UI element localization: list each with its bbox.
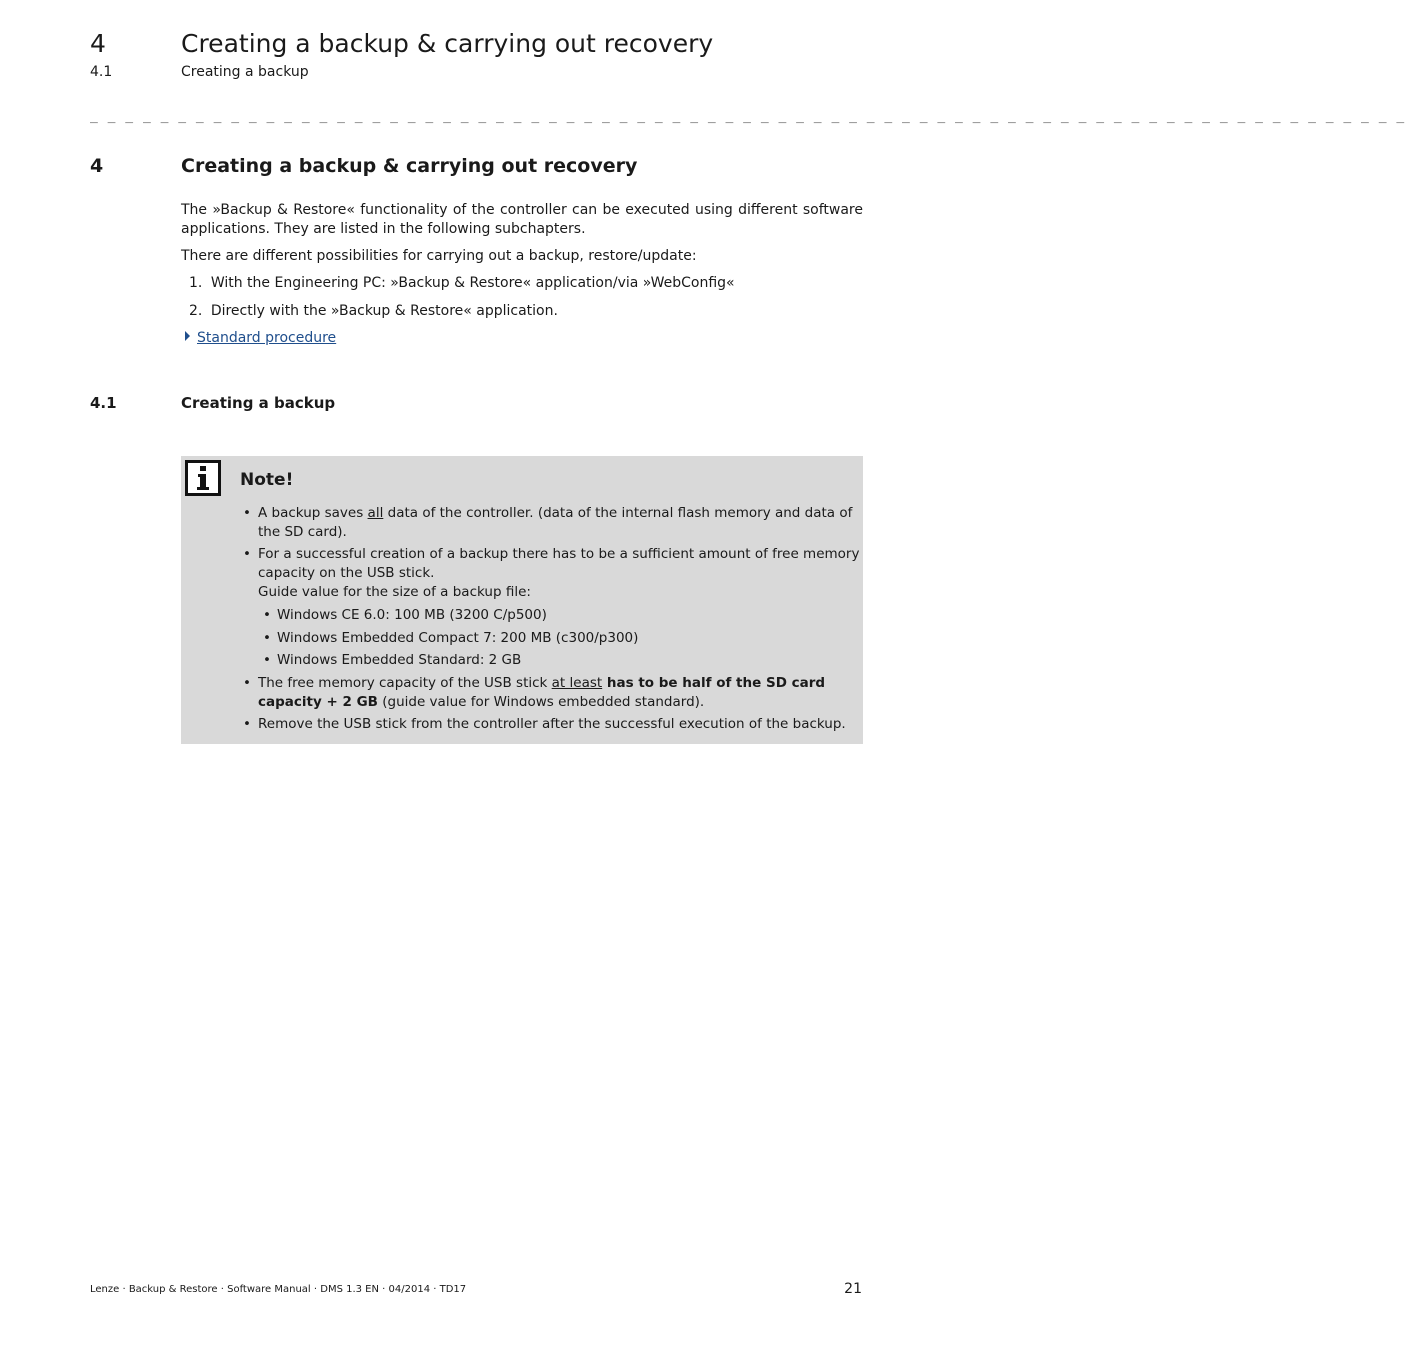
text-run: data of the controller. (data of the internal flash memory and data of the SD card). <box>258 505 853 540</box>
note-label: Note! <box>240 470 294 490</box>
list-item-text: With the Engineering PC: »Backup & Restore« application/via »WebConfig« <box>210 275 735 291</box>
running-header-section-number: 4.1 <box>90 64 113 80</box>
chapter-intro-paragraph: The »Backup & Restore« functionality of the controller can be executed using different software applications. They are listed in the following subchapters. <box>181 202 863 237</box>
underlined-text: at least <box>551 675 603 691</box>
bullet-marker: • <box>243 505 251 521</box>
text-run: The free memory capacity of the USB stick <box>258 675 552 691</box>
bullet-marker: • <box>243 546 251 562</box>
running-header-chapter-title: Creating a backup & carrying out recovery <box>181 29 714 58</box>
sub-list-item: Windows Embedded Standard: 2 GB <box>277 652 522 668</box>
info-icon <box>185 460 221 496</box>
list-item <box>189 274 735 293</box>
guide-value-label: Guide value for the size of a backup file: <box>258 584 531 600</box>
sub-list-item: Windows Embedded Compact 7: 200 MB (c300/p300) <box>277 630 639 646</box>
note-bullet-2 <box>258 545 862 602</box>
sub-list-item: Windows CE 6.0: 100 MB (3200 C/p500) <box>277 607 547 623</box>
note-bullet-1 <box>258 504 862 542</box>
sub-bullet-marker: • <box>263 607 271 623</box>
note-bullet-4: Remove the USB stick from the controller after the successful execution of the backup. <box>258 716 846 732</box>
sub-bullet-marker: • <box>263 630 271 646</box>
list-marker: 1. <box>189 275 203 291</box>
triangle-right-icon <box>185 331 190 341</box>
page-number: 21 <box>844 1281 862 1297</box>
header-dashed-rule: _ _ _ _ _ _ _ _ _ _ _ _ _ _ _ _ _ _ _ _ _ _ _ _ _ _ _ _ _ _ _ _ _ _ _ _ _ _ _ _ _ _ _ _ _ _ _ _ _ _ _ _ _ _ _ _ _ _ _ _ _ _ _ _ _ _ _ _ _ _ _ _ _ _ _ <box>90 109 1405 124</box>
list-item <box>189 302 558 321</box>
section-title: Creating a backup <box>181 394 336 412</box>
note-bullet-3 <box>258 674 862 712</box>
running-header-chapter-number: 4 <box>90 29 106 58</box>
text-run: A backup saves <box>258 505 368 521</box>
section-number: 4.1 <box>90 394 117 412</box>
possibilities-intro: There are different possibilities for carrying out a backup, restore/update: <box>181 248 697 264</box>
sub-bullet-marker: • <box>263 652 271 668</box>
bold-text: has to be half of the SD card capacity + 2 GB <box>258 675 826 710</box>
bullet-marker: • <box>243 716 251 732</box>
bullet-marker: • <box>243 675 251 691</box>
text-run: For a successful creation of a backup there has to be a sufficient amount of free memory capacity on the USB stick. <box>258 546 860 581</box>
chapter-number: 4 <box>90 155 104 177</box>
underlined-text: all <box>367 505 384 521</box>
standard-procedure-link[interactable]: Standard procedure <box>197 330 337 346</box>
text-run: (guide value for Windows embedded standard). <box>377 694 705 710</box>
running-header-section-title: Creating a backup <box>181 64 309 80</box>
list-marker: 2. <box>189 303 203 319</box>
footer-document-info: Lenze · Backup & Restore · Software Manual · DMS 1.3 EN · 04/2014 · TD17 <box>90 1284 467 1295</box>
list-item-text: Directly with the »Backup & Restore« application. <box>210 303 558 319</box>
standard-procedure-link-row[interactable] <box>185 329 336 348</box>
chapter-title: Creating a backup & carrying out recovery <box>181 155 638 177</box>
